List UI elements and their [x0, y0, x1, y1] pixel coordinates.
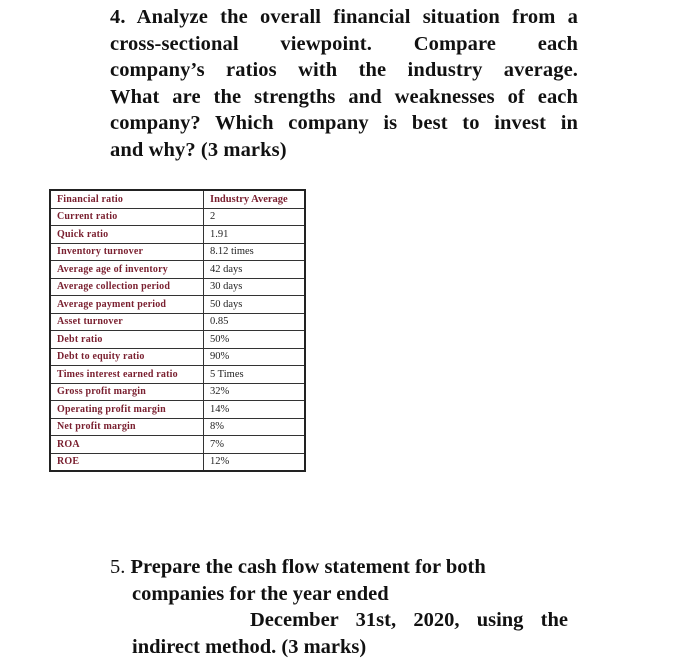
table-row — [50, 418, 305, 436]
question-4-text — [110, 4, 578, 163]
ratio-value: 30 days — [204, 278, 306, 296]
question-4-line: and why? (3 marks) — [110, 138, 287, 161]
ratio-name: Operating profit margin — [50, 401, 204, 419]
table-header-row — [50, 190, 305, 208]
question-5-line: indirect method. (3 marks) — [132, 635, 367, 658]
ratio-name: Average collection period — [50, 278, 204, 296]
ratio-value: 2 — [204, 208, 306, 226]
ratio-value: 8% — [204, 418, 306, 436]
question-4-line: company? Which company is best to invest in — [110, 112, 578, 134]
ratio-value: 50 days — [204, 296, 306, 314]
ratio-value: 5 Times — [204, 366, 306, 384]
question-4-line: cross-sectional viewpoint. Compare each — [110, 32, 578, 55]
ratio-value: 32% — [204, 383, 306, 401]
question-5-number: 5. — [110, 556, 126, 578]
table-row — [50, 296, 305, 314]
ratio-value: 42 days — [204, 261, 306, 279]
table-row — [50, 313, 305, 331]
ratio-name: ROA — [50, 436, 204, 454]
ratio-value: 8.12 times — [204, 243, 306, 261]
ratio-name: Quick ratio — [50, 226, 204, 244]
header-industry-average: Industry Average — [204, 190, 306, 208]
table-row — [50, 278, 305, 296]
ratio-name: Average age of inventory — [50, 261, 204, 279]
question-5-line: December 31st, 2020, using the — [250, 609, 568, 631]
table-row — [50, 261, 305, 279]
ratio-name: Times interest earned ratio — [50, 366, 204, 384]
header-financial-ratio: Financial ratio — [50, 190, 204, 208]
table-row — [50, 366, 305, 384]
ratio-value: 12% — [204, 453, 306, 471]
ratio-name: Average payment period — [50, 296, 204, 314]
table-row — [50, 226, 305, 244]
ratio-value: 90% — [204, 348, 306, 366]
question-4-line: 4. Analyze the overall financial situation from a — [110, 6, 578, 28]
table-row — [50, 331, 305, 349]
question-4-line: What are the strengths and weaknesses of each — [110, 85, 578, 108]
question-5-line-text: Prepare the cash flow statement for both — [130, 556, 486, 578]
ratio-value: 1.91 — [204, 226, 306, 244]
financial-ratio-table — [49, 189, 306, 472]
table-row — [50, 383, 305, 401]
ratio-value: 0.85 — [204, 313, 306, 331]
question-4-line: company’s ratios with the industry average. — [110, 59, 578, 81]
ratio-value: 7% — [204, 436, 306, 454]
ratio-name: Debt to equity ratio — [50, 348, 204, 366]
ratio-name: Debt ratio — [50, 331, 204, 349]
question-5-line: companies for the year ended — [132, 582, 389, 605]
question-5-line — [110, 554, 568, 581]
question-5-text — [110, 554, 568, 660]
table-row — [50, 453, 305, 471]
ratio-value: 14% — [204, 401, 306, 419]
ratio-name: Inventory turnover — [50, 243, 204, 261]
ratio-name: Gross profit margin — [50, 383, 204, 401]
ratio-name: Current ratio — [50, 208, 204, 226]
table-row — [50, 348, 305, 366]
table-row — [50, 401, 305, 419]
table-row — [50, 243, 305, 261]
ratio-value: 50% — [204, 331, 306, 349]
ratio-name: Net profit margin — [50, 418, 204, 436]
ratio-name: Asset turnover — [50, 313, 204, 331]
table-row — [50, 436, 305, 454]
table-row — [50, 208, 305, 226]
ratio-name: ROE — [50, 453, 204, 471]
